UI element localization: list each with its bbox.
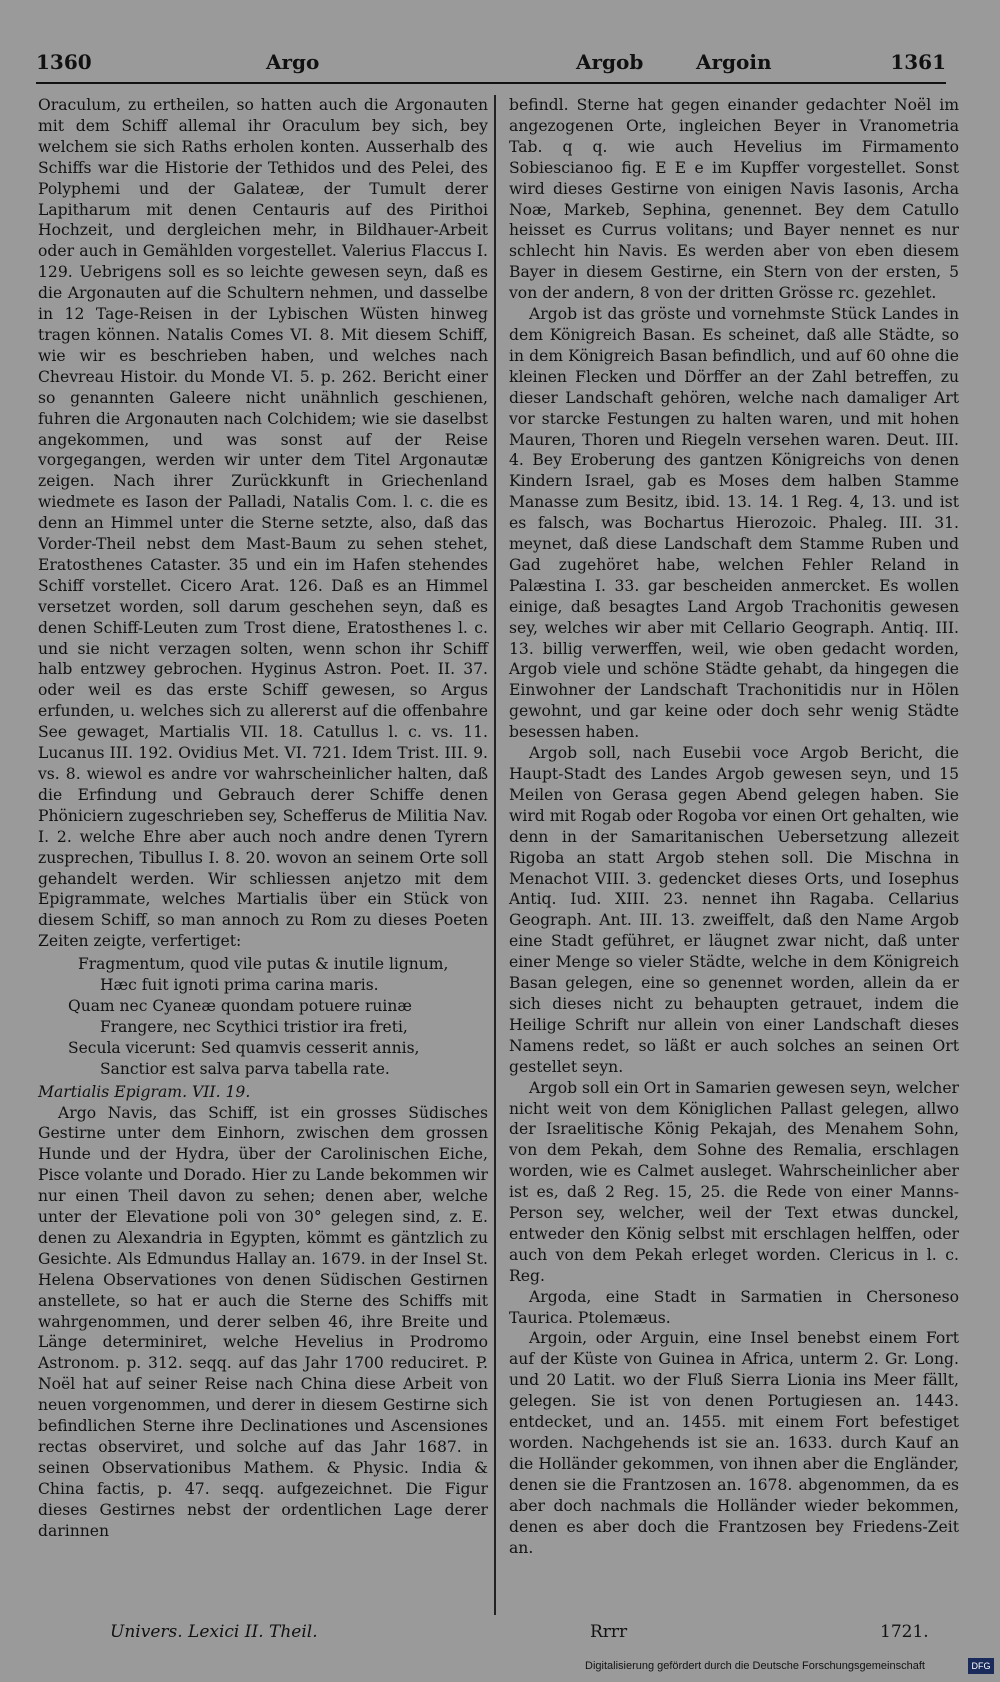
right-catchword-2: Argoin	[696, 50, 772, 74]
right-paragraph-5: Argoda, eine Stadt in Sarmatien in Chersoneso Taurica. Ptolemæus.	[509, 1287, 959, 1327]
right-paragraph-2: Argob ist das gröste und vornehmste Stück Landes in dem Königreich Basan. Es scheinet, daß alle Städte, so in dem Königreich Basan befindlich, und auf 60 ohne die kleinen Flecken und Dörffer an der Zahl betreffen, zu dieser Landschaft gehören, welche nach damaliger Art vor starcke Festungen zu halten waren, und mit hohen Mauren, Thoren und Riegeln versehen waren. Deut. III. 4. Bey Eroberung des gantzen Königreichs von denen Kindern Israel, gab es Moses dem halben Stamme Manasse zum Besitz, ibid. 13. 14. 1 Reg. 4, 13. und ist es falsch, was Bochartus Hierozoic. Phaleg. III. 31. meynet, daß diese Landschaft dem Stamme Ruben und Gad zugehöret habe, welchen Fehler Reland in Palæstina I. 33. gar bescheiden anmercket. Es wollen einige, daß besagtes Land Argob Trachonitis gewesen sey, welches wir aber mit Cellario Geograph. Antiq. III. 13. billig verwerffen, weil, wie oben gedacht worden, Argob viele und schöne Städte gehabt, da hingegen die Einwohner der Landschaft Trachonitidis nur in Hölen gewohnt, und gar keine oder doch sehr wenig Städte besessen haben.	[509, 305, 959, 742]
left-paragraph-2: Argo Navis, das Schiff, ist ein grosses Südisches Gestirne unter dem Einhorn, zwischen dem grossen Hunde und der Hydra, über der Carolinischen Eiche, Pisce volante und Dorado. Hier zu Lande bekommen wir nur einen Theil davon zu sehen; denen aber, welche unter der Elevatione poli von 30° gelegen sind, z. E. denen zu Alexandria in Egypten, kömmt es gäntzlich zu Gesichte. Als Edmundus Hallay an. 1679. in der Insel St. Helena Observationes von denen Südischen Gestirnen anstellete, so hat er auch die Sterne des Schiffs mit wahrgenommen, und derer selben 46, ihre Breite und Länge determiniret, welche Hevelius in Prodromo Astronom. p. 312. seqq. auf das Jahr 1700 reduciret. P. Noël hat auf seiner Reise nach China diese Arbeit von neuen vorgenommen, und derer in diesem Gestirne sich befindlichen Sterne ihre Declinationes und Ascensiones rectas observiret, und solche auf das Jahr 1687. in seinen Observationibus Mathem. & Physic. India & China factis, p. 47. seqq. aufgezeichnet. Die Figur dieses Gestirnes nebst der ordentlichen Lage derer darinnen	[38, 1103, 488, 1540]
verse-source: Martialis Epigram. VII. 19.	[38, 1082, 251, 1101]
catch-number: 1721.	[880, 1622, 929, 1642]
right-paragraph-6: Argoin, oder Arguin, eine Insel benebst einem Fort auf der Küste von Guinea in Africa, unterm 2. Gr. Long. und 20 Latit. wo der Fluß Sierra Lionia ins Meer fällt, gelegen. Sie ist von denen Portugiesen an. 1443. entdecket, und an. 1455. mit einem Fort befestiget worden. Nachgehends ist sie an. 1633. durch Kauf an die Holländer gekommen, von ihnen aber die Engländer, denen sie die Frantzosen an. 1678. abgenommen, da es aber doch nachmals die Holländer wieder bekommen, denen es aber doch die Frantzosen bey Friedens-Zeit an.	[509, 1329, 959, 1557]
right-column	[509, 95, 959, 1558]
right-paragraph-1: befindl. Sterne hat gegen einander gedachter Noël im angezogenen Orte, ingleichen Beyer in Vranometria Tab. q q. wie auch Hevelius im Firmamento Sobiescianoo fig. E E e im Kupffer vorgestellet. Sonst wird dieses Gestirne von einigen Navis Iasonis, Archa Noæ, Markeb, Sephina, genennet. Bey dem Catullo heisset es Currus volitans; und Bayer nennet es nur schlecht hin Navis. Es werden aber von eben diesem Bayer in diesem Gestirne, ein Stern von der ersten, 5 von der andern, 8 von der dritten Grösse rc. gezehlet.	[509, 96, 959, 303]
verse-line: Fragmentum, quod vile putas & inutile lignum,	[78, 955, 449, 974]
digitization-credit: Digitalisierung gefördert durch die Deutsche Forschungsgemeinschaft	[585, 1660, 925, 1672]
column-divider	[494, 95, 496, 1615]
verse-line: Sanctior est salva parva tabella rate.	[100, 1059, 390, 1078]
right-paragraph-3: Argob soll, nach Eusebii voce Argob Bericht, die Haupt-Stadt des Landes Argob gewesen seyn, und 15 Meilen von Gerasa gegen Abend gelegen haben. Sie wird mit Rogab oder Rogoba vor einen Ort gehalten, wie denn in der Samaritanischen Uebersetzung allezeit Rigoba an statt Argob stehen soll. Die Mischna in Menachot VIII. 3. gedencket dieses Orts, und Iosephus Antiq. Iud. XIII. 23. nennet ihn Ragaba. Cellarius Geograph. Ant. III. 13. zweiffelt, daß den Name Argob eine Stadt geführet, er läugnet zwar nicht, daß unter einer Menge so vieler Städte, welche in dem Königreich Basan gelegen, eine so genennet worden, allein da er sich dieses nicht zu behaupten getrauet, indem die Heilige Schrift nur allein von einer Landschaft dieses Namens redet, so läßt er auch solches an seinen Ort gestellet seyn.	[509, 744, 959, 1076]
verse-line: Frangere, nec Scythici tristior ira freti,	[100, 1017, 408, 1036]
left-paragraph-1: Oraculum, zu ertheilen, so hatten auch die Argonauten mit dem Schiff allemal ihr Oraculum bey sich, bey welchem sie sich Raths erholen konten. Ausserhalb des Schiffs war die Historie der Tethidos und des Pelei, des Polyphemi und der Galateæ, der Tumult derer Lapitharum mit denen Centauris auf des Pirithoi Hochzeit, und dergleichen mehr, in Bildhauer-Arbeit oder auch in Gemählden vorgestellet. Valerius Flaccus I. 129. Uebrigens soll es so leichte gewesen seyn, daß es die Argonauten auf die Schultern nehmen, und dasselbe in 12 Tage-Reisen in der Lybischen Wüsten hinweg tragen können. Natalis Comes VI. 8. Mit diesem Schiff, wie wir es beschrieben haben, und welches nach Chevreau Histoir. du Monde VI. 5. p. 262. Bericht einer so genannten Galeere nicht unähnlich geschienen, fuhren die Argonauten nach Colchidem; wie sie daselbst angekommen, und was sonst auf der Reise vorgegangen, werden wir unter dem Titel Argonautæ zeigen. Nach ihrer Zurückkunft in Griechenland wiedmete es Iason der Palladi, Natalis Com. l. c. die es denn an Himmel unter die Sterne setzte, also, daß das Vorder-Theil nebst dem Mast-Baum zu sehen stehet, Eratosthenes Cataster. 35 und ein im Hafen stehendes Schiff vorstellet. Cicero Arat. 126. Daß es an Himmel versetzet worden, soll darum geschehen seyn, daß es denen Schiff-Leuten zum Trost diene, Eratosthenes l. c. und sie nicht verzagen solten, wenn schon ihr Schiff halb entzwey gebrochen. Hyginus Astron. Poet. II. 37. oder weil es das erste Schiff gewesen, so Argus erfunden, u. welches sich zu allererst auf die offenbahre See gewaget, Martialis VII. 18. Catullus l. c. vs. 11. Lucanus III. 192. Ovidius Met. VI. 721. Idem Trist. III. 9. vs. 8. wiewol es andre vor wahrscheinlicher halten, daß die Erfindung und Gebrauch derer Schiffe denen Phöniciern zugeschrieben sey, Schefferus de Militia Nav. I. 2. welche Ehre aber auch noch andre denen Tyrern zusprechen, Tibullus I. 8. 20. wovon an seinem Orte soll gehandelt werden. Wir schliessen anjetzo mit dem Epigrammate, welches Martialis über ein Stück von diesem Schiff, so man annoch zu Rom zu dieses Poeten Zeiten zeigte, verfertiget:	[38, 96, 488, 951]
verse-line: Hæc fuit ignoti prima carina maris.	[100, 976, 379, 995]
left-column	[38, 95, 488, 1542]
verse-line: Quam nec Cyaneæ quondam potuere ruinæ	[68, 996, 412, 1015]
dfg-logo-icon: DFG	[968, 1658, 994, 1674]
right-page-number: 1361	[890, 50, 946, 74]
right-paragraph-4: Argob soll ein Ort in Samarien gewesen seyn, welcher nicht weit von dem Königlichen Pallast gelegen, allwo der Israelitische König Pekajah, des Menahem Sohn, von dem Pekah, dem Sohne des Remalia, erschlagen worden, wie es Calmet ausleget. Wahrscheinlicher aber ist es, daß 2 Reg. 15, 25. die Rede von einer Manns-Person sey, welcher, weil der Text etwas dunckel, entweder den König selbst mit erschlagen helffen, oder auch von dem Pekah erleget worden. Clericus in l. c. Reg.	[509, 1078, 959, 1285]
volume-footer: Univers. Lexici II. Theil.	[110, 1622, 318, 1642]
epigram-verse	[38, 954, 488, 1079]
left-page-number: 1360	[36, 50, 92, 74]
page-header	[36, 50, 946, 84]
signature-mark: Rrrr	[590, 1622, 628, 1642]
header-rule	[36, 82, 946, 84]
right-catchword-1: Argob	[576, 50, 644, 74]
verse-line: Secula vicerunt: Sed quamvis cesserit annis,	[68, 1038, 420, 1057]
left-catchword: Argo	[266, 50, 320, 74]
